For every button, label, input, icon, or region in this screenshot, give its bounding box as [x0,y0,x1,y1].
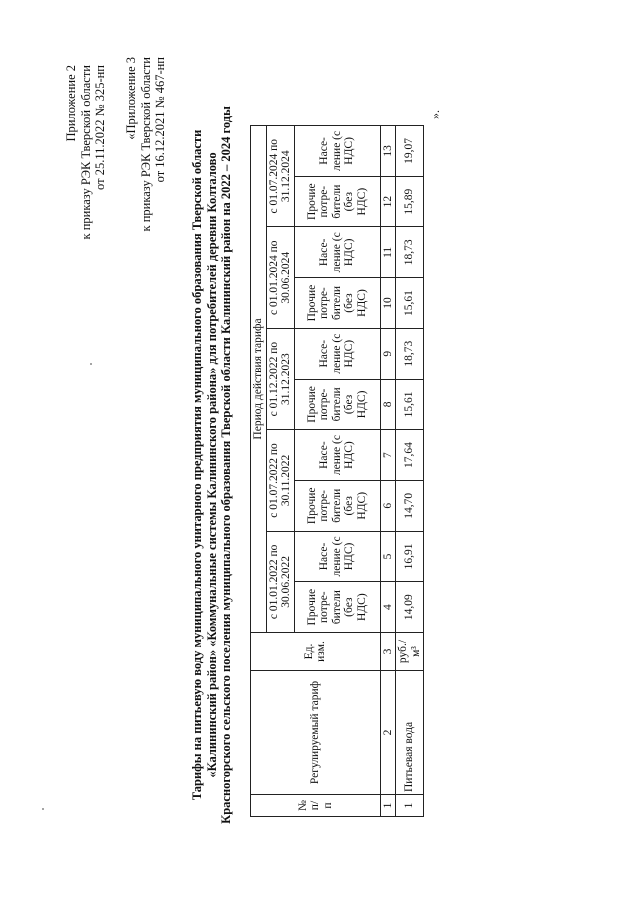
period-3: с 01.12.2022 по 31.12.2023 [266,328,294,429]
title-line1: Тарифы на питьевую воду муниципального унитарного предприятия муниципального образования Тверской области [190,129,204,801]
tariff-table [250,125,424,817]
header-no: № п/ п [251,795,381,817]
sub-population-3: Насе- ление (с НДС) [294,328,380,379]
document-title [190,85,234,845]
colnum-5: 5 [380,531,396,582]
value-4: 17,64 [396,430,424,481]
scan-speck [42,808,44,810]
table-row [396,126,424,817]
value-9: 15,89 [396,176,424,227]
value-7: 15,61 [396,278,424,329]
table-header-row-1 [251,126,267,817]
closing-quote: ». [428,110,442,119]
appendix-2-note [64,65,108,305]
value-6: 18,73 [396,328,424,379]
colnum-6: 6 [380,480,396,531]
value-1: 14,09 [396,582,424,633]
colnum-4: 4 [380,582,396,633]
header-unit: Ед. изм. [251,633,381,671]
period-5: с 01.07.2024 по 31.12.2024 [266,126,294,228]
colnum-2: 2 [380,671,396,795]
period-2: с 01.07.2022 по 30.11.2022 [266,430,294,531]
value-10: 19,07 [396,126,424,177]
colnum-7: 7 [380,430,396,481]
value-3: 14,70 [396,480,424,531]
colnum-1: 1 [380,795,396,817]
sub-population-5: Насе- ление (с НДС) [294,126,380,177]
title-line3: Красногорского сельского поселения муниципального образования Тверской области Калининский район на 2022 – 2024 годы [219,106,233,824]
row-no: 1 [396,795,424,817]
appendix-3-line3: от 16.12.2021 № 467-нп [153,57,167,183]
appendix-3-note [124,57,168,305]
sub-other-5: Прочие потре- бители (без НДС) [294,176,380,227]
period-4: с 01.01.2024 по 30.06.2024 [266,227,294,328]
column-number-row [380,126,396,817]
value-8: 18,73 [396,227,424,278]
appendix-2-line3: от 25.11.2022 № 325-нп [93,65,107,190]
colnum-10: 10 [380,278,396,329]
sub-other-1: Прочие потре- бители (без НДС) [294,582,380,633]
sub-other-3: Прочие потре- бители (без НДС) [294,379,380,430]
appendix-3-line1: «Приложение 3 [124,57,138,140]
appendix-2-line2: к приказу РЭК Тверской области [78,65,93,240]
colnum-9: 9 [380,328,396,379]
sub-other-2: Прочие потре- бители (без НДС) [294,480,380,531]
sub-population-4: Насе- ление (с НДС) [294,227,380,278]
colnum-8: 8 [380,379,396,430]
value-5: 15,61 [396,379,424,430]
row-tariff: Питьевая вода [396,671,424,795]
period-1: с 01.01.2022 по 30.06.2022 [266,531,294,632]
colnum-12: 12 [380,176,396,227]
header-tariff: Регулируемый тариф [251,671,381,795]
appendix-3-line2: к приказу РЭК Тверской области [138,57,153,232]
value-2: 16,91 [396,531,424,582]
colnum-3: 3 [380,633,396,671]
sub-population-2: Насе- ление (с НДС) [294,430,380,481]
scan-speck [90,363,92,365]
row-unit: руб./м³ [396,633,424,671]
title-line2: «Калининский район» «Коммунальные системы Калининского района» для потребителей деревни Колталово [204,152,219,778]
sub-other-4: Прочие потре- бители (без НДС) [294,278,380,329]
appendix-2-line1: Приложение 2 [64,65,78,142]
colnum-11: 11 [380,227,396,278]
sub-population-1: Насе- ление (с НДС) [294,531,380,582]
header-period: Период действия тарифа [251,126,267,633]
colnum-13: 13 [380,126,396,177]
